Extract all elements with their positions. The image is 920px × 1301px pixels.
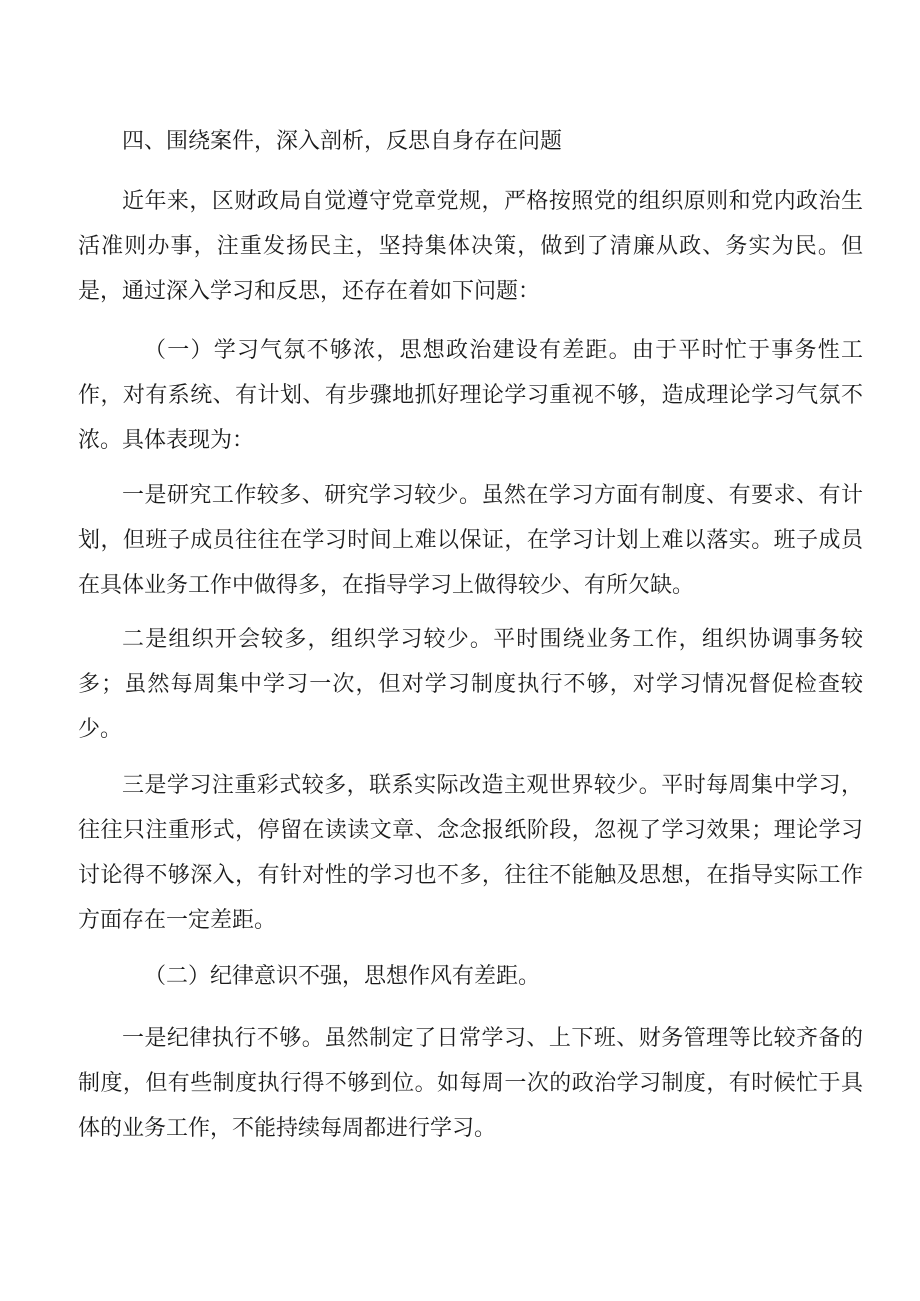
section-heading: 四、围绕案件，深入剖析，反思自身存在问题 xyxy=(122,129,563,154)
subsection-heading-1: （一）学习气氛不够浓，思想政治建设有差距。由于平时忙于事务性工作，对有系统、有计划、有步骤地抓好理论学习重视不够，造成理论学习气氛不浓。具体表现为： xyxy=(78,338,863,453)
intro-paragraph: 近年来，区财政局自觉遵守党章党规，严格按照党的组织原则和党内政治生活准则办事，注重发扬民主，坚持集体决策，做到了清廉从政、务实为民。但是，通过深入学习和反思，还存在着如下问题： xyxy=(78,189,863,304)
problem-paragraph-3: 三是学习注重彩式较多，联系实际改造主观世界较少。平时每周集中学习，往往只注重形式，停留在读读文章、念念报纸阶段，忽视了学习效果；理论学习讨论得不够深入，有针对性的学习也不多，往往不能触及思想，在指导实际工作方面存在一定差距。 xyxy=(78,773,863,933)
problem-paragraph-2: 二是组织开会较多，组织学习较少。平时围绕业务工作，组织协调事务较多；虽然每周集中学习一次，但对学习制度执行不够，对学习情况督促检查较少。 xyxy=(78,627,863,742)
subsection-heading-2: （二）纪律意识不强，思想作风有差距。 xyxy=(144,964,541,989)
discipline-paragraph-1: 一是纪律执行不够。虽然制定了日常学习、上下班、财务管理等比较齐备的制度，但有些制度执行得不够到位。如每周一次的政治学习制度，有时候忙于具体的业务工作，不能持续每周都进行学习。 xyxy=(78,1026,863,1141)
problem-paragraph-1: 一是研究工作较多、研究学习较少。虽然在学习方面有制度、有要求、有计划，但班子成员往往在学习时间上难以保证，在学习计划上难以落实。班子成员在具体业务工作中做得多，在指导学习上做得较少、有所欠缺。 xyxy=(78,483,863,598)
